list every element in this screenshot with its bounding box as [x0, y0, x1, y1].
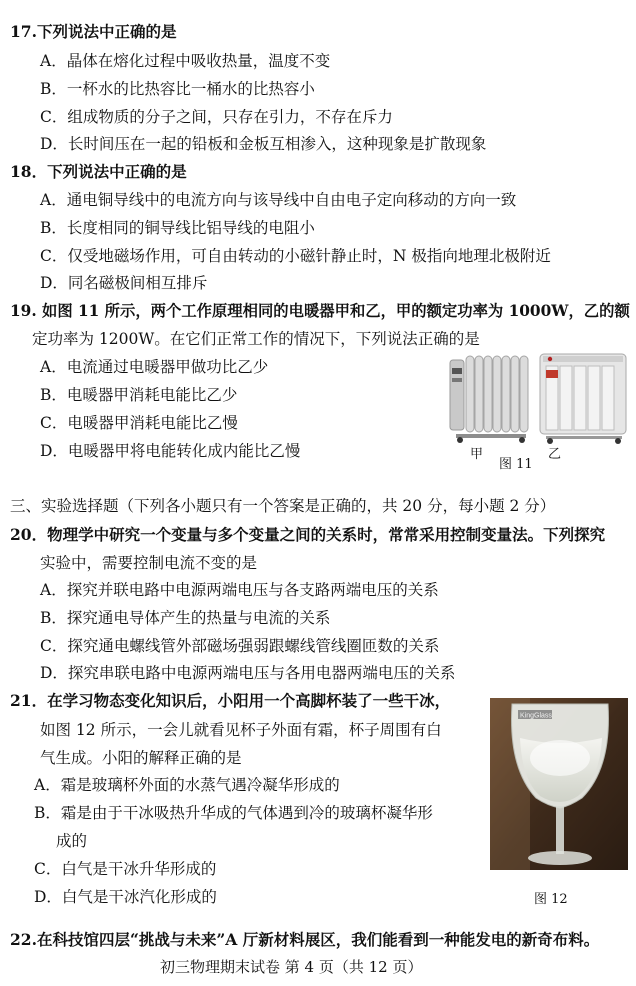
figure-12-caption: 图 12 [534, 892, 568, 907]
q19-option-b: B．电暖器甲消耗电能比乙少 [40, 386, 238, 404]
q17-option-c: C．组成物质的分子之间，只存在引力，不存在斥力 [40, 108, 393, 126]
q18-option-d: D．同名磁极间相互排斥 [40, 274, 208, 292]
q17-stem: 17.下列说法中正确的是 [10, 22, 177, 41]
figure-11-label-yi: 乙 [548, 447, 562, 462]
q19-option-c: C．电暖器甲消耗电能比乙慢 [40, 414, 238, 432]
page-footer: 初三物理期末试卷 第 4 页（共 12 页） [160, 958, 423, 976]
figure-11-label-jia: 甲 [470, 447, 484, 462]
q18-option-a: A．通电铜导线中的电流方向与该导线中自由电子定向移动的方向一致 [40, 191, 517, 209]
figure-11-caption: 图 11 [499, 457, 533, 472]
q18-option-b: B．长度相同的铜导线比铝导线的电阻小 [40, 219, 315, 237]
section-3-heading: 三、实验选择题（下列各小题只有一个答案是正确的，共 20 分，每小题 2 分） [10, 497, 556, 515]
q20-option-b: B．探究通电导体产生的热量与电流的关系 [40, 609, 331, 627]
figure-11-heaters [442, 350, 632, 450]
q17-option-b: B．一杯水的比热容比一桶水的比热容小 [40, 80, 315, 98]
q21-option-d: D．白气是干冰汽化形成的 [34, 888, 217, 906]
q20-stem-line1: 20．物理学中研究一个变量与多个变量之间的关系时，常常采用控制变量法。下列探究 [10, 525, 606, 544]
q20-option-d: D．探究串联电路中电源两端电压与各用电器两端电压的关系 [40, 664, 456, 682]
q20-option-a: A．探究并联电路中电源两端电压与各支路两端电压的关系 [40, 581, 439, 599]
q19-option-d: D．电暖器甲将电能转化成内能比乙慢 [40, 442, 301, 460]
q19-option-a: A．电流通过电暖器甲做功比乙少 [40, 358, 269, 376]
q17-option-a: A．晶体在熔化过程中吸收热量，温度不变 [40, 52, 331, 70]
q22-stem: 22.在科技馆四层“挑战与未来”A 厅新材料展区，我们能看到一种能发电的新奇布料。 [10, 930, 600, 949]
q19-stem-line1: 19. 如图 11 所示，两个工作原理相同的电暖器甲和乙，甲的额定功率为 1000W，乙的额 [10, 301, 630, 320]
q20-stem-line2: 实验中，需要控制电流不变的是 [40, 554, 258, 572]
glass-brand-text: KingGlass [520, 712, 552, 720]
q19-stem-line2: 定功率为 1200W。在它们正常工作的情况下，下列说法正确的是 [32, 330, 480, 348]
q21-option-b-line1: B．霜是由于干冰吸热升华成的气体遇到冷的玻璃杯凝华形 [34, 804, 433, 822]
q18-option-c: C．仅受地磁场作用，可自由转动的小磁针静止时，N 极指向地理北极附近 [40, 247, 551, 265]
heater-jia-image [450, 356, 528, 443]
figure-12-glass-photo [490, 698, 628, 870]
q17-option-d: D．长时间压在一起的铅板和金板互相渗入，这种现象是扩散现象 [40, 135, 487, 153]
q20-option-c: C．探究通电螺线管外部磁场强弱跟螺线管线圈匝数的关系 [40, 637, 440, 655]
q21-option-a: A．霜是玻璃杯外面的水蒸气遇冷凝华形成的 [34, 776, 340, 794]
q18-stem: 18．下列说法中正确的是 [10, 162, 187, 181]
q21-stem-line2: 如图 12 所示，一会儿就看见杯子外面有霜，杯子周围有白 [40, 721, 442, 739]
q21-option-b-line2: 成的 [56, 832, 88, 850]
q21-stem-line1: 21．在学习物态变化知识后，小阳用一个高脚杯装了一些干冰， [10, 691, 451, 710]
heater-yi-image [540, 354, 626, 444]
q21-option-c: C．白气是干冰升华形成的 [34, 860, 217, 878]
q21-stem-line3: 气生成。小阳的解释正确的是 [40, 749, 242, 767]
